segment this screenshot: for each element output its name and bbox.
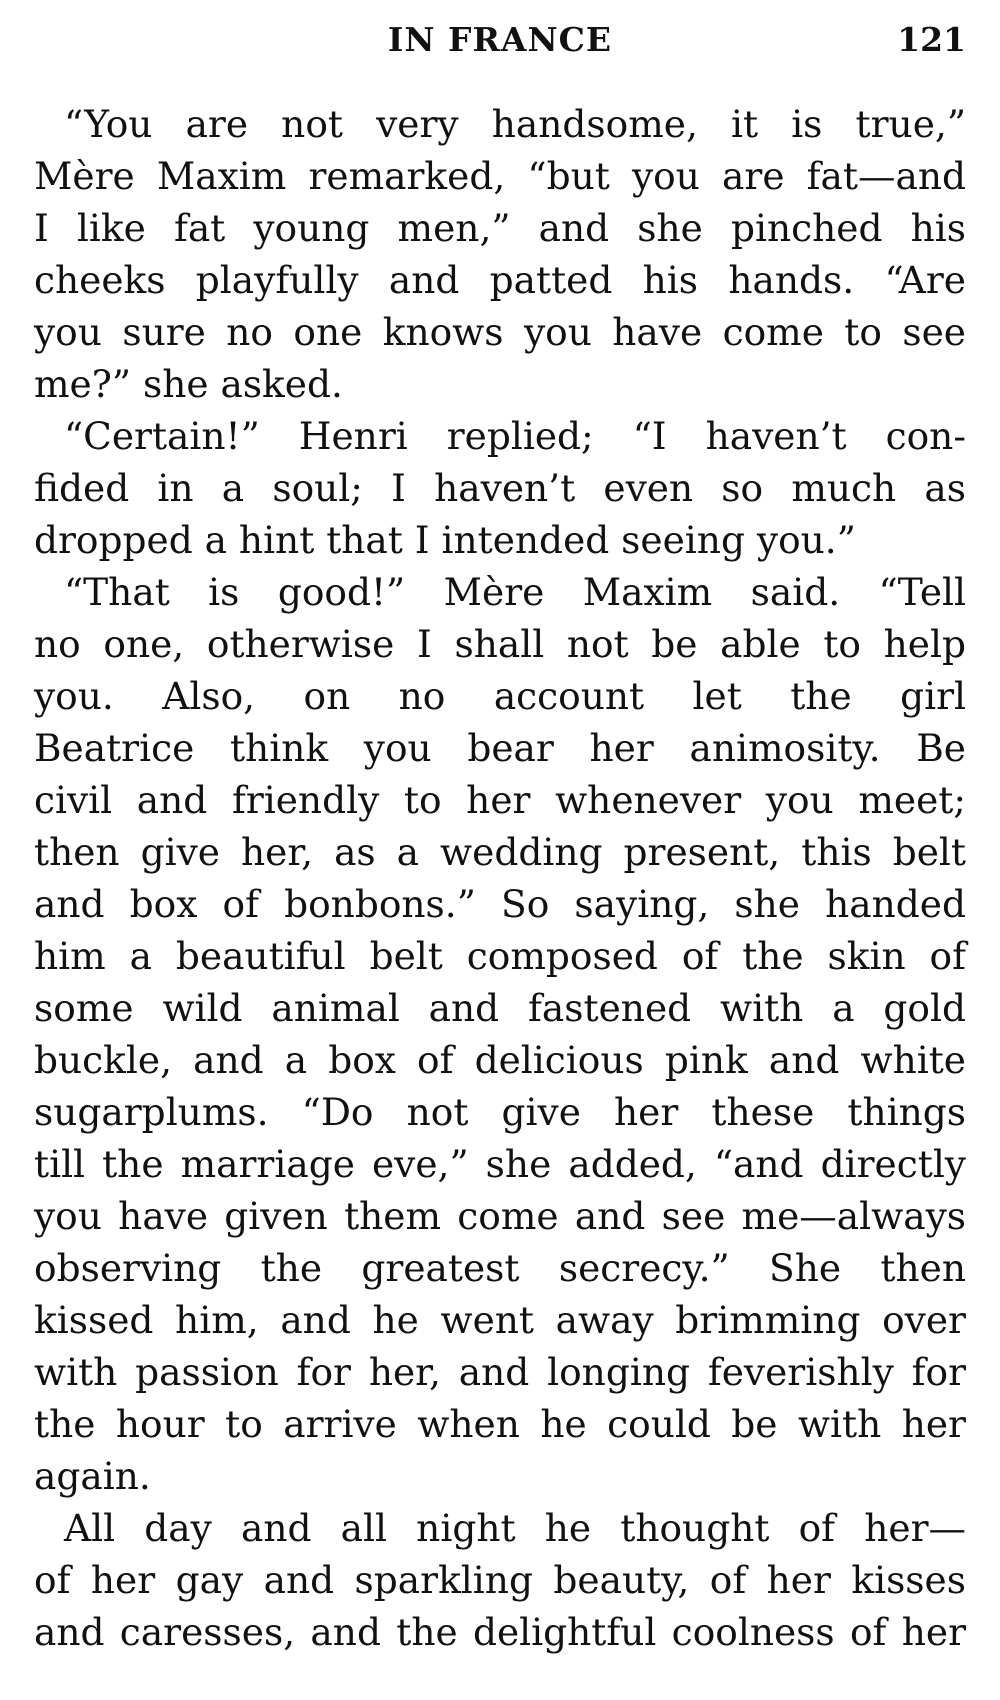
text-line: the hour to arrive when he could be with her <box>34 1402 966 1446</box>
text-line: “That is good!” Mère Maxim said. “Tell <box>64 570 966 614</box>
text-line: you sure no one knows you have come to see <box>34 310 966 354</box>
text-line: “Certain!” Henri replied; “I haven’t con- <box>64 414 966 458</box>
text-line: sugarplums. “Do not give her these things <box>34 1090 966 1134</box>
chapter-title: IN FRANCE <box>387 20 613 59</box>
text-line: you have given them come and see me—always <box>34 1194 966 1238</box>
text-line: him a beautiful belt composed of the skin of <box>34 934 966 978</box>
text-line: and caresses, and the delightful coolness of her <box>34 1610 966 1654</box>
text-line: “You are not very handsome, it is true,” <box>64 102 966 146</box>
text-line: again. <box>34 1454 151 1498</box>
text-line: civil and friendly to her whenever you meet; <box>34 778 966 822</box>
text-line: you. Also, on no account let the girl <box>34 674 966 718</box>
text-line: with passion for her, and longing feverishly for <box>34 1350 966 1394</box>
text-line: some wild animal and fastened with a gold <box>34 986 966 1030</box>
text-line: till the marriage eve,” she added, “and directly <box>34 1142 966 1186</box>
text-line: Beatrice think you bear her animosity. Be <box>34 726 966 770</box>
text-line: no one, otherwise I shall not be able to help <box>34 622 966 666</box>
text-line: me?” she asked. <box>34 362 343 406</box>
running-head <box>34 18 966 62</box>
text-line: kissed him, and he went away brimming over <box>34 1298 966 1342</box>
text-line: dropped a hint that I intended seeing you.” <box>34 518 856 562</box>
body-text <box>34 98 966 1658</box>
page-number: 121 <box>897 20 966 59</box>
text-line: fided in a soul; I haven’t even so much as <box>34 466 966 510</box>
text-line: cheeks playfully and patted his hands. “Are <box>34 258 966 302</box>
text-line: observing the greatest secrecy.” She then <box>34 1246 966 1290</box>
text-line: and box of bonbons.” So saying, she handed <box>34 882 966 926</box>
text-line: then give her, as a wedding present, this belt <box>34 830 966 874</box>
text-line: I like fat young men,” and she pinched his <box>34 206 966 250</box>
text-line: All day and all night he thought of her— <box>64 1506 966 1550</box>
text-line: of her gay and sparkling beauty, of her kisses <box>34 1558 966 1602</box>
text-line: buckle, and a box of delicious pink and white <box>34 1038 966 1082</box>
text-line: Mère Maxim remarked, “but you are fat—and <box>34 154 966 198</box>
